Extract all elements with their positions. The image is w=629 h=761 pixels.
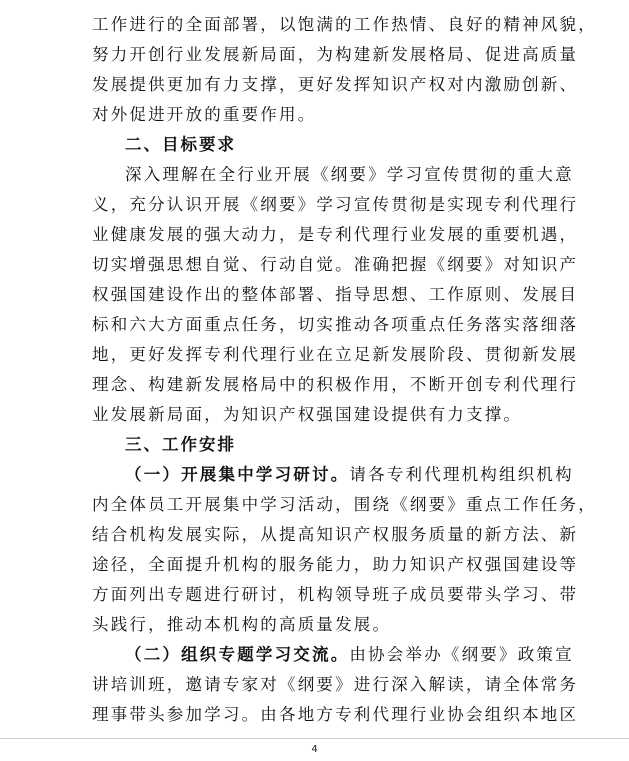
item-text: 请各专利代理机构组织机构 xyxy=(349,465,574,484)
text-line: 努力开创行业发展新局面，为构建新发展格局、促进高质量 xyxy=(92,45,579,64)
text-line: 权强国建设作出的整体部署、指导思想、工作原则、发展目 xyxy=(92,285,579,304)
text-line: 义，充分认识开展《纲要》学习宣传贯彻是实现专利代理行 xyxy=(92,195,579,214)
text-line xyxy=(125,640,574,670)
text-line: 理念、构建新发展格局中的积极作用，不断开创专利代理行 xyxy=(92,375,579,394)
text-line: 标和六大方面重点任务，切实推动各项重点任务落实落细落 xyxy=(92,315,579,334)
text-line: 途径，全面提升机构的服务能力，助力知识产权强国建设等 xyxy=(92,555,579,574)
text-line xyxy=(125,460,574,490)
text-line: 方面列出专题进行研讨，机构领导班子成员要带头学习、带 xyxy=(92,585,579,604)
section-heading-work-plan: 三、工作安排 xyxy=(125,435,236,454)
item-text: 由协会举办《纲要》政策宣 xyxy=(349,645,574,664)
text-line: 内全体员工开展集中学习活动，围绕《纲要》重点工作任务， xyxy=(92,495,597,514)
text-line: 对外促进开放的重要作用。 xyxy=(92,105,317,124)
text-line: 深入理解在全行业开展《纲要》学习宣传贯彻的重大意 xyxy=(125,165,574,184)
text-line: 理事带头参加学习。由各地方专利代理行业协会组织本地区 xyxy=(92,705,579,724)
item-lead-study: （一）开展集中学习研讨。 xyxy=(125,465,350,484)
text-line: 头践行，推动本机构的高质量发展。 xyxy=(92,615,392,634)
page-number: 4 xyxy=(311,744,318,755)
footer-divider xyxy=(0,738,629,739)
text-line: 业健康发展的强大动力，是专利代理行业发展的重要机遇， xyxy=(92,225,579,244)
item-lead-exchange: （二）组织专题学习交流。 xyxy=(125,645,350,664)
text-line: 地，更好发挥专利代理行业在立足新发展阶段、贯彻新发展 xyxy=(92,345,579,364)
text-line: 切实增强思想自觉、行动自觉。准确把握《纲要》对知识产 xyxy=(92,255,579,274)
text-line: 工作进行的全面部署，以饱满的工作热情、良好的精神风貌， xyxy=(92,15,597,34)
section-heading-goals: 二、目标要求 xyxy=(125,135,236,154)
text-line: 讲培训班，邀请专家对《纲要》进行深入解读，请全体常务 xyxy=(92,675,579,694)
text-line: 业发展新局面，为知识产权强国建设提供有力支撑。 xyxy=(92,405,523,424)
text-line: 结合机构发展实际，从提高知识产权服务质量的新方法、新 xyxy=(92,525,579,544)
text-line: 发展提供更加有力支撑，更好发挥知识产权对内激励创新、 xyxy=(92,75,579,94)
